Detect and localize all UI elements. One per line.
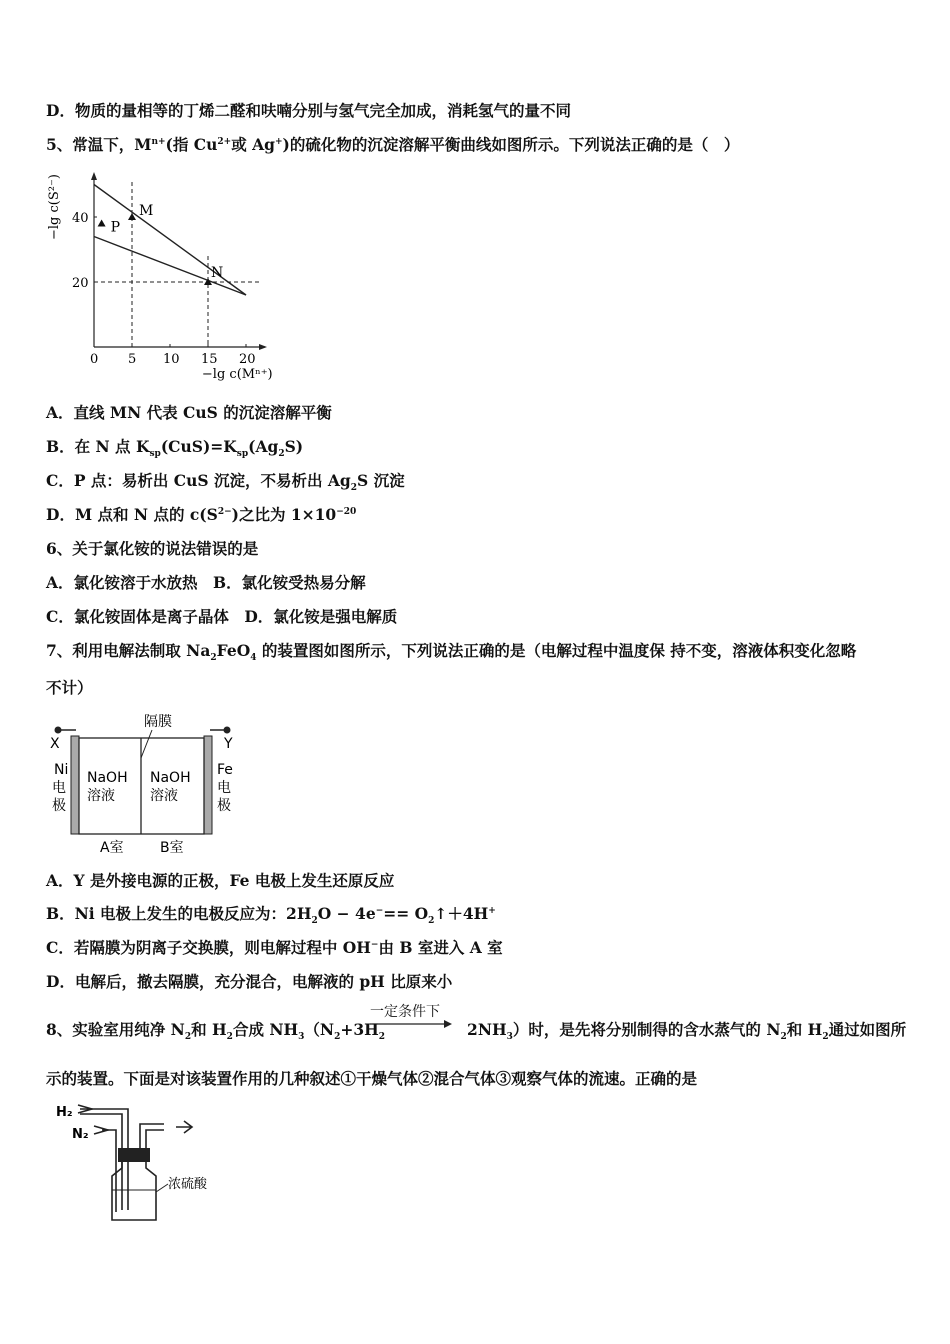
q7-optb-pre: B．Ni 电极上发生的电极反应为：2H xyxy=(46,904,312,923)
q7-optb-sub1: 2 xyxy=(311,916,318,927)
q8-wash-bottle-figure xyxy=(52,1100,232,1225)
n2-label: N₂ xyxy=(72,1127,89,1142)
solution-b-label: NaOH xyxy=(150,770,191,786)
q7-optc-sup: − xyxy=(370,939,379,950)
q5-stem-sup2: 2+ xyxy=(217,136,232,147)
q5-optd-mid: )之比为 1×10 xyxy=(231,505,337,524)
q8-sub-3: 3 xyxy=(298,1032,305,1043)
q7-stem-pre: 7、利用电解法制取 Na xyxy=(46,641,211,660)
y-axis-arrow xyxy=(91,172,97,180)
acid-label: 浓硫酸 xyxy=(168,1177,208,1192)
q7-stem-line2: 不计） xyxy=(46,678,93,697)
q8-stem-c: 合成 NH xyxy=(232,1020,299,1039)
q5-stem-pre: 5、常温下，M xyxy=(46,135,152,154)
y-axis-title: −lg c(S²⁻) xyxy=(47,174,62,240)
room-a-label: A室 xyxy=(100,840,124,856)
q7-option-c xyxy=(46,937,503,959)
q6-stem: 6、关于氯化铵的说法错误的是 xyxy=(46,539,259,558)
q5-stem-sup: n+ xyxy=(151,136,166,147)
q8-sub-7: 2 xyxy=(780,1032,787,1043)
q8-stem-g: ）时，是先将分别制得的含水蒸气的 N xyxy=(512,1020,781,1039)
q7-optb-mid2: == O xyxy=(383,904,429,923)
q7-electrolysis-figure xyxy=(44,712,254,860)
ni-electrode xyxy=(71,736,79,834)
q7-stem-post: 的装置图如图所示，下列说法正确的是（电解过程中温度保 持不变，溶液体积变化忽略 xyxy=(256,641,857,660)
q5-stem-mid1: (指 Cu xyxy=(165,135,218,154)
solution-b-label-2: 溶液 xyxy=(150,788,178,804)
q5-stem-sup3: + xyxy=(274,136,283,147)
y-tick-label: 20 xyxy=(72,276,89,291)
q6-options-ab: A．氯化铵溶于水放热 B．氯化铵受热易分解 xyxy=(46,573,366,592)
x-tick-label: 10 xyxy=(163,352,180,367)
q8-stem-i: 通过如图所 xyxy=(828,1020,907,1039)
q5-stem-post: )的硫化物的沉淀溶解平衡曲线如图所示。下列说法正确的是（ ） xyxy=(282,135,740,154)
q5-chart xyxy=(44,170,294,390)
q5-optb-pre: B．在 N 点 K xyxy=(46,437,150,456)
solution-a-label: NaOH xyxy=(87,770,128,786)
x-label: X xyxy=(50,736,60,752)
q8-stem-line1 xyxy=(46,1019,906,1041)
q5-optd-sup: 2− xyxy=(217,506,232,517)
ni-label-2: 电 xyxy=(52,780,66,796)
q7-stem-mid: FeO xyxy=(216,641,251,660)
q8-sub-8: 2 xyxy=(822,1032,829,1043)
fe-label: Fe xyxy=(217,762,233,778)
h2-label: H₂ xyxy=(56,1105,73,1120)
y-tick-label: 40 xyxy=(72,211,89,226)
q7-optb-mid3: ↑＋4H xyxy=(434,904,489,923)
q5-optc-post: S 沉淀 xyxy=(357,471,405,490)
q5-optd-pre: D．M 点和 N 点的 c(S xyxy=(46,505,218,524)
q7-optb-mid: O − 4e xyxy=(317,904,376,923)
point-p-marker xyxy=(98,220,106,227)
x-terminal xyxy=(55,727,62,734)
q5-optb-mid: (CuS)=K xyxy=(160,437,237,456)
q8-sub-4: 2 xyxy=(334,1032,341,1043)
q7-option-b xyxy=(46,903,496,925)
q5-optb-post: S) xyxy=(284,437,304,456)
q7-stem-sub1: 2 xyxy=(210,653,217,664)
q5-optb-sub1: sp xyxy=(149,449,161,460)
point-n-label: N xyxy=(211,265,224,281)
fe-electrode xyxy=(204,736,212,834)
q7-optc-post: 由 B 室进入 A 室 xyxy=(378,938,503,957)
fe-label-3: 极 xyxy=(217,798,231,814)
q5-stem-mid2: 或 Ag xyxy=(231,135,275,154)
membrane-pointer xyxy=(141,730,152,758)
q7-stem-sub2: 4 xyxy=(250,653,257,664)
q5-optd-sup2: −20 xyxy=(336,506,357,517)
q8-condition: 一定条件下 xyxy=(370,1004,440,1020)
room-b-label: B室 xyxy=(160,840,184,856)
q8-sub-1: 2 xyxy=(184,1032,192,1043)
x-tick-label: 15 xyxy=(201,352,218,367)
y-label: Y xyxy=(224,736,233,752)
q5-optc-sub: 2 xyxy=(350,483,358,494)
q5-optc-pre: C．P 点：易析出 CuS 沉淀，不易析出 Ag xyxy=(46,471,351,490)
q5-stem xyxy=(46,134,739,156)
q5-optb-mid2: (Ag xyxy=(248,437,279,456)
acid-pointer xyxy=(156,1184,168,1192)
q8-stem-line2: 示的装置。下面是对该装置作用的几种叙述①干燥气体②混合气体③观察气体的流速。正确的是 xyxy=(46,1069,698,1088)
q5-optb-sub2: sp xyxy=(236,449,249,460)
point-p-label: P xyxy=(110,219,121,236)
point-m-label: M xyxy=(139,203,154,219)
membrane-label: 隔膜 xyxy=(144,714,172,730)
q8-stem-a: 8、实验室用纯净 N xyxy=(46,1020,185,1039)
q8-stem-b: 和 H xyxy=(191,1020,227,1039)
fe-label-2: 电 xyxy=(217,780,231,796)
x-tick-label: 20 xyxy=(239,352,256,367)
q7-optb-sub2: 2 xyxy=(428,916,435,927)
q7-stem-line1 xyxy=(46,640,856,662)
q8-stem-h: 和 H xyxy=(786,1020,823,1039)
inlet-tube-n2 xyxy=(102,1130,116,1212)
outlet-arrow-icon xyxy=(176,1121,192,1133)
bottle-stopper xyxy=(118,1148,150,1162)
ni-label: Ni xyxy=(54,762,69,778)
x-axis-title: −lg c(Mⁿ⁺) xyxy=(201,367,273,382)
q7-optb-sup1: − xyxy=(375,905,384,916)
q8-stem-e: +3H xyxy=(340,1020,379,1039)
q5-option-d xyxy=(46,504,356,526)
y-terminal xyxy=(224,727,231,734)
q5-option-c xyxy=(46,470,405,492)
x-axis-arrow xyxy=(259,344,267,350)
x-tick-label: 0 xyxy=(90,352,99,367)
q8-stem-d: （N xyxy=(304,1020,335,1039)
q8-stem-f: 2NH xyxy=(467,1020,507,1039)
q5-optb-sub3: 2 xyxy=(278,449,285,460)
q7-option-d: D．电解后，撤去隔膜，充分混合，电解液的 pH 比原来小 xyxy=(46,972,453,991)
q7-optc-pre: C．若隔膜为阴离子交换膜，则电解过程中 OH xyxy=(46,938,371,957)
q7-optb-sup2: + xyxy=(488,905,496,916)
q8-sub-6: 3 xyxy=(506,1032,513,1043)
q8-sub-5: 2 xyxy=(378,1032,386,1043)
q8-sub-2: 2 xyxy=(226,1032,233,1043)
x-tick-label: 5 xyxy=(128,352,137,367)
bottle-body xyxy=(112,1162,156,1220)
q7-option-a: A．Y 是外接电源的正极，Fe 电极上发生还原反应 xyxy=(46,871,395,890)
q6-options-cd: C．氯化铵固体是离子晶体 D．氯化铵是强电解质 xyxy=(46,607,398,626)
ni-label-3: 极 xyxy=(52,798,66,814)
q4-option-d: D．物质的量相等的丁烯二醛和呋喃分别与氢气完全加成，消耗氢气的量不同 xyxy=(46,101,571,120)
solution-a-label-2: 溶液 xyxy=(87,788,115,804)
q5-option-b xyxy=(46,436,303,458)
q5-option-a: A．直线 MN 代表 CuS 的沉淀溶解平衡 xyxy=(46,403,332,422)
